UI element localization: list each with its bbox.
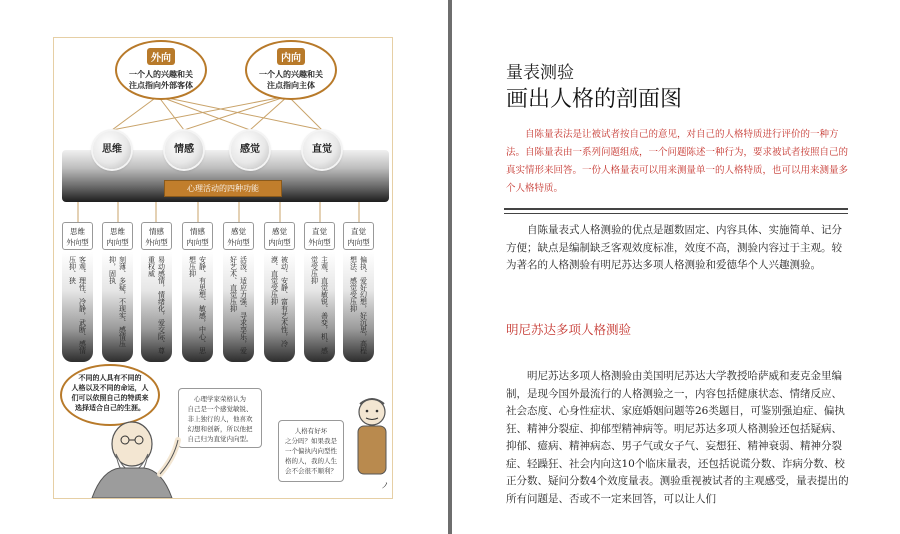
question-note: 人格有好坏 之分吗？如果我是 一个偏执内向型性 格的人，我的人生 会不会很不顺利？ xyxy=(278,420,344,482)
introvert-title: 内向 xyxy=(277,48,305,65)
page-title: 画出人格的剖面图 xyxy=(506,87,683,112)
jung-illustration xyxy=(82,418,182,498)
extrovert-oval xyxy=(115,40,207,100)
section-label: 量表测验 xyxy=(506,63,574,83)
intro-paragraph: 自陈量表法是让被试者按自己的意见，对自己的人格特质进行评价的一种方法。自陈量表由一系列问题组成，一个问题陈述一种行为，要求被试者按照自己的真实情形来回答。一份人格量表可以用来测量单一的人格特质，也可以用来测量多个人格特质。 xyxy=(506,129,849,194)
type-body: 刻薄、多疑，不现实、感情压抑，固执 xyxy=(102,252,133,362)
type-body: 安静、有思想、敏感，中心、思想压抑 xyxy=(182,252,213,362)
jung-note: 心理学家荣格认为 自己是一个感觉敏锐、 非上独行的人，他喜欢 幻想和创新，所以他把 自己归为直觉内向型。 xyxy=(178,388,262,448)
introvert-oval xyxy=(245,40,337,100)
type-head: 情感 内向型 xyxy=(182,222,213,250)
function-sensing: 感觉 xyxy=(231,131,269,169)
function-thinking: 思维 xyxy=(93,131,131,169)
type-head: 感觉 外向型 xyxy=(223,222,254,250)
left-page xyxy=(0,0,448,534)
function-feeling: 情感 xyxy=(165,131,203,169)
type-body: 易动感情，情绪化，爱交际、尊重权威 xyxy=(141,252,172,362)
man-illustration xyxy=(352,392,392,492)
introvert-description: 一个人的兴趣和关 注点指向主体 xyxy=(259,70,323,90)
extrovert-title: 外向 xyxy=(147,48,175,65)
type-head: 直觉 外向型 xyxy=(304,222,335,250)
type-head: 思维 外向型 xyxy=(62,222,93,250)
type-body: 活泼、适应力强、寻求享乐，爱好艺术、直觉压抑 xyxy=(223,252,254,362)
extrovert-description: 一个人的兴趣和关 注点指向外部客体 xyxy=(129,70,193,90)
horizontal-rule xyxy=(504,208,848,214)
type-body: 偏执、爱好幻想，好沉思，高程想法、感觉受压抑 xyxy=(343,252,374,362)
type-head: 感觉 内向型 xyxy=(264,222,295,250)
page-number: ノ xyxy=(381,481,389,490)
function-intuition: 直觉 xyxy=(303,131,341,169)
body-paragraph-1: 自陈量表式人格测验的优点是题数固定、内容具体、实施简单、记分方便；缺点是编制缺乏客观效度标准，效度不高，测验内容过于主观。较为著名的人格测验有明尼苏达多项人格测验和爱德华个人兴趣测验。 xyxy=(506,224,842,271)
type-body: 主观、直觉敏锐、善变，机、感觉受压抑 xyxy=(304,252,335,362)
type-body: 客观、理性、冷静，武断、感情压抑、狭 xyxy=(62,252,93,362)
type-body: 被动、安静、富有艺术性，冷漠、直觉受压抑 xyxy=(264,252,295,362)
type-head: 思维 内向型 xyxy=(102,222,133,250)
functions-bar-label: 心理活动的四种功能 xyxy=(164,180,282,197)
body-paragraph-2: 明尼苏达多项人格测验由美国明尼苏达大学教授哈萨威和麦克金里编制，是现今国外最流行的人格测验之一，内容包括健康状态、情绪反应、社会态度、心身性症状、家庭婚姻问题等26类题目，可鉴别强迫症、偏执狂、精神分裂症、抑郁型精神病等。明尼苏达多项人格测验还包括疑病、抑郁、癔病、精神病态、男子气或女子气、妄想狂、精神衰弱、精神分裂症、轻躁狂、社会内向这10个临床量表，还包括说谎分数、诈病分数、校正分数、疑问分数4个效度量表。测验重视被试者的主观感受，量表提出的所有问题是、否或不一定来回答，可以让人们 xyxy=(506,370,849,505)
speech-bubble: 不同的人具有不同的 人格以及不同的命运，人 们可以依照自己的特质来 选择适合自己的生涯。 xyxy=(60,364,160,426)
section-heading: 明尼苏达多项人格测验 xyxy=(506,322,632,337)
type-head: 情感 外向型 xyxy=(141,222,172,250)
type-head: 直觉 内向型 xyxy=(343,222,374,250)
